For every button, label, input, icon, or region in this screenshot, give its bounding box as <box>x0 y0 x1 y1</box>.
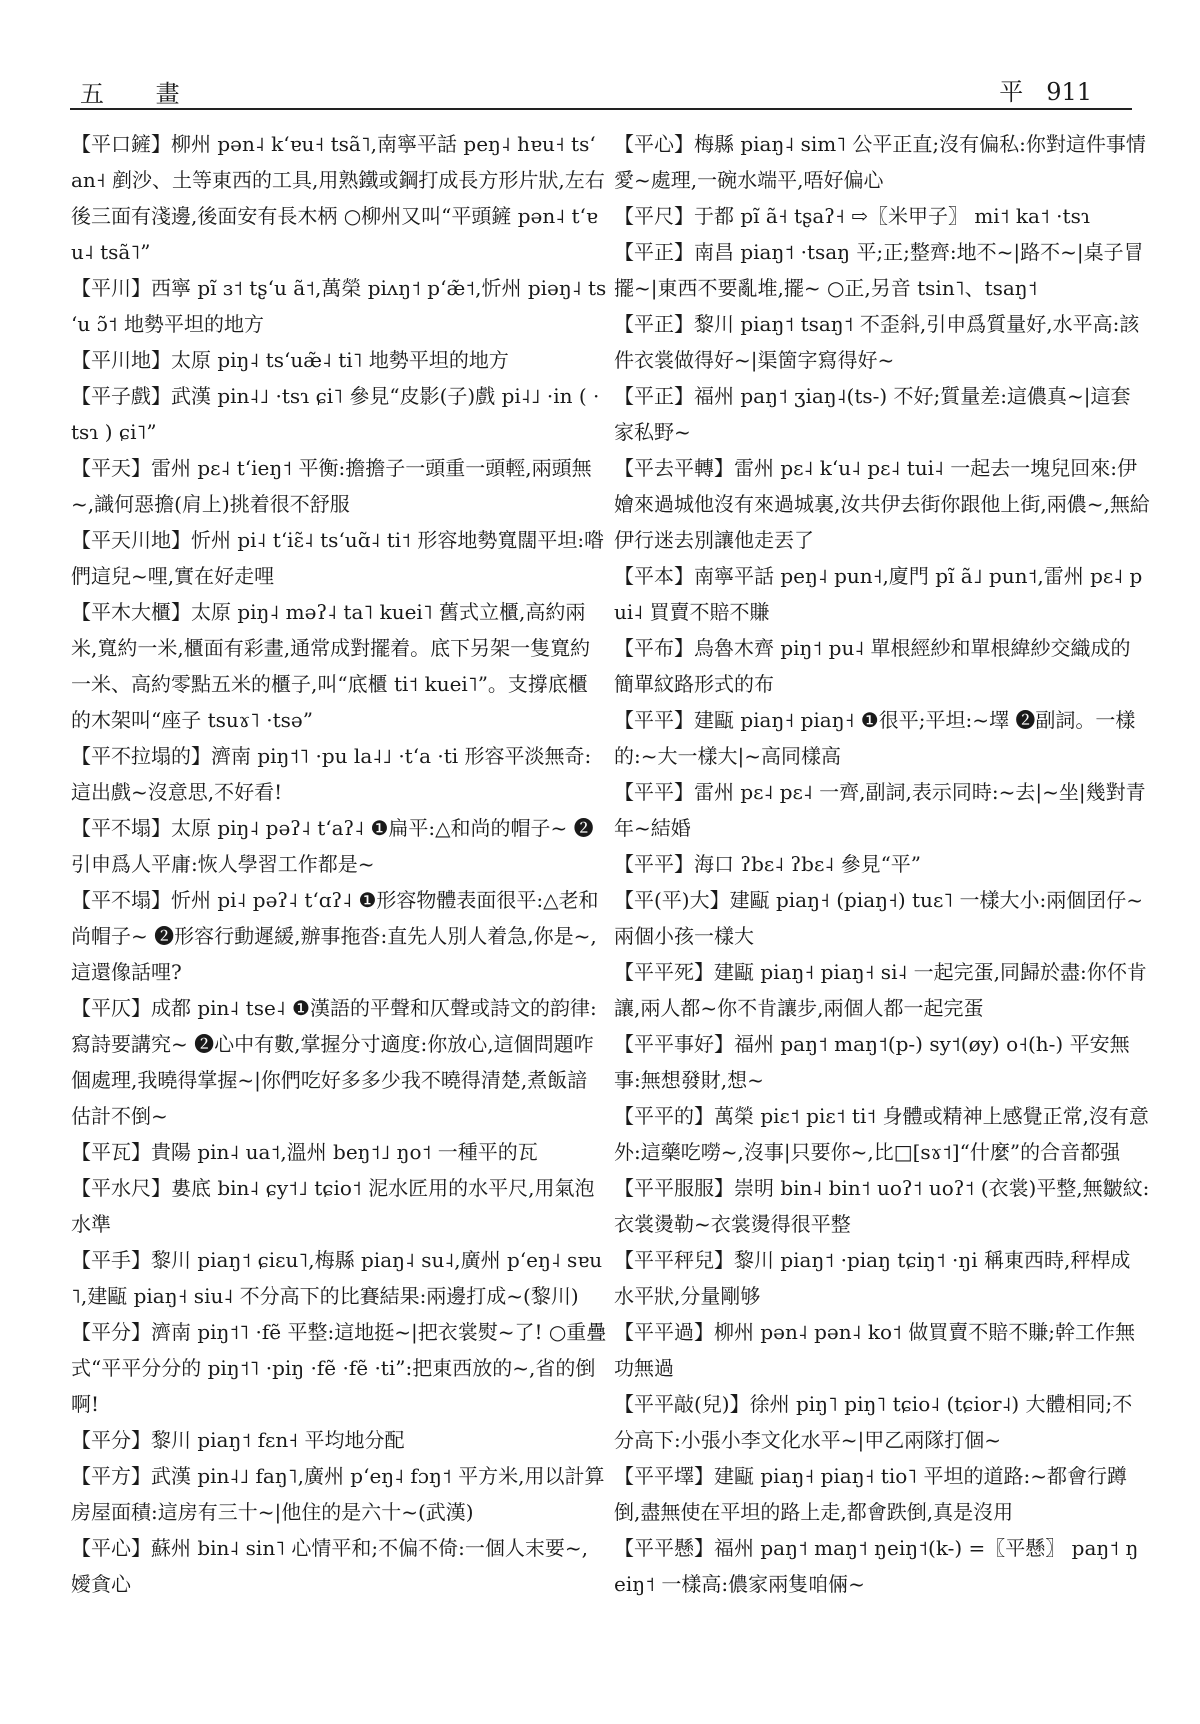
entry-headword: 【平正】 <box>614 384 694 408</box>
entry-headword: 【平川地】 <box>71 348 171 372</box>
entry-body: 忻州 pi˨ tʻiɛ̃˨ tsʻuɑ̃˨ ti˦ 形容地勢寬闊平坦:喒們這兒~哩,實在好走哩 <box>71 528 605 588</box>
entry-headword: 【平分】 <box>71 1320 151 1344</box>
entry-headword: 【平手】 <box>71 1248 151 1272</box>
entry-body: 建甌 piaŋ˧ piaŋ˧ si˨ 一起完蛋,同歸於盡:你伓肯讓,兩人都~你不肯讓步,兩個人都一起完蛋 <box>614 960 1147 1020</box>
right-column <box>614 126 1150 1696</box>
dictionary-entry <box>71 882 607 990</box>
dictionary-entry <box>614 1386 1150 1458</box>
dictionary-entry <box>71 738 607 810</box>
dictionary-entry <box>614 234 1150 306</box>
entry-body: 雷州 pɛ˨ pɛ˨ 一齊,副詞,表示同時:~去|~坐|幾對青年~結婚 <box>614 780 1146 840</box>
entry-headword: 【平平死】 <box>614 960 714 984</box>
entry-headword: 【平不塌】 <box>71 888 171 912</box>
dictionary-entry <box>71 270 607 342</box>
entry-headword: 【平去平轉】 <box>614 456 734 480</box>
dictionary-entry <box>614 702 1150 774</box>
entry-headword: 【平平事好】 <box>614 1032 734 1056</box>
entry-body: 建甌 piaŋ˧ (piaŋ˧) tuɛ˥ 一樣大小:兩個囝仔~兩個小孩一樣大 <box>614 888 1144 948</box>
entry-body: 濟南 piŋ˦˥ ·pu la˨˩ ·tʻa ·ti 形容平淡無奇:這出戲~沒意思,不好看! <box>71 744 592 804</box>
dictionary-entry <box>614 1098 1150 1170</box>
entry-headword: 【平正】 <box>614 312 694 336</box>
entry-headword: 【平川】 <box>71 276 151 300</box>
entry-headword: 【平仄】 <box>71 996 151 1020</box>
entry-body: 婁底 bin˨ ɕy˦˩ tɕio˦ 泥水匠用的水平尺,用氣泡水準 <box>71 1176 595 1236</box>
entry-body: 雷州 pɛ˨ kʻu˨ pɛ˨ tui˨ 一起去一塊兒回來:伊嬒來過城他沒有來過城裏,汝共伊去街你跟他上街,兩儂~,無給伊行迷去別讓他走丟了 <box>614 456 1150 552</box>
entry-headword: 【平天川地】 <box>71 528 191 552</box>
entry-headword: 【平本】 <box>614 564 694 588</box>
dictionary-entry <box>614 954 1150 1026</box>
entry-body: 太原 piŋ˨ pəʔ˨ tʻaʔ˨ ❶扁平:△和尚的帽子~ ❷引申爲人平庸:恢人學習工作都是~ <box>71 816 594 876</box>
dictionary-entry <box>614 1026 1150 1098</box>
entry-body: 黎川 piaŋ˦ ·piaŋ tɕiŋ˦ ·ŋi 稱東西時,秤桿成水平狀,分量剛够 <box>614 1248 1131 1308</box>
entry-body: 南昌 piaŋ˦ ·tsaŋ 平;正;整齊:地不~|路不~|桌子冒擺~|東西不要亂堆,擺~ ○正,另音 tsin˥、tsaŋ˦ <box>614 240 1144 300</box>
dictionary-entry <box>614 774 1150 846</box>
entry-body: 南寧平話 peŋ˨ pun˧,廈門 pĩ ã˩ pun˦,雷州 pɛ˨ pui˨ 買賣不賠不賺 <box>614 564 1143 624</box>
entry-headword: 【平平墿】 <box>614 1464 714 1488</box>
dictionary-entry <box>614 1530 1150 1602</box>
entry-headword: 【平平服服】 <box>614 1176 734 1200</box>
dictionary-entry <box>71 1314 607 1422</box>
entry-headword: 【平方】 <box>71 1464 151 1488</box>
entry-body: 崇明 bin˨ bin˦ uoʔ˦ uoʔ˦ (衣裳)平整,無皺紋:衣裳燙勒~衣裳燙得很平整 <box>614 1176 1150 1236</box>
section-title: 五 畫 <box>80 80 202 108</box>
entry-body: 福州 paŋ˦ maŋ˦(p-) sy˦(øy) o˧(h-) 平安無事:無想發財,想~ <box>614 1032 1130 1092</box>
left-column <box>71 126 607 1696</box>
entry-body: 柳州 pən˨ kʻɐu˧ tsã˥,南寧平話 peŋ˨ hɐu˧ tsʻan˧ 剷沙、土等東西的工具,用熟鐵或鋼打成長方形片狀,左右後三面有淺邊,後面安有長木柄 ○柳州又叫“平頭鏟 pən˨ tʻɐu˨ tsã˥” <box>71 132 605 264</box>
entry-headword: 【平平】 <box>614 708 694 732</box>
entry-body: 福州 paŋ˦ maŋ˦ ŋeiŋ˦(k-) =〖平懸〗 paŋ˦ ŋeiŋ˦ 一樣高:儂家兩隻咱倆~ <box>614 1536 1139 1596</box>
dictionary-entry <box>71 522 607 594</box>
dictionary-entry <box>614 882 1150 954</box>
dictionary-entry <box>71 378 607 450</box>
dictionary-entry <box>71 342 607 378</box>
entry-headword: 【平子戲】 <box>71 384 171 408</box>
entry-body: 建甌 piaŋ˧ piaŋ˧ ❶很平;平坦:~墿 ❷副詞。一樣的:~大一樣大|~高同樣高 <box>614 708 1136 768</box>
dictionary-entry <box>71 1170 607 1242</box>
entry-body: 太原 piŋ˨ tsʻuæ̃˨ ti˥ 地勢平坦的地方 <box>171 348 509 372</box>
page-number: 911 <box>1046 78 1092 106</box>
entry-body: 烏魯木齊 piŋ˦ pu˨ 單根經紗和單根緯紗交織成的簡單紋路形式的布 <box>614 636 1131 696</box>
dictionary-entry <box>71 126 607 270</box>
entry-headword: 【平平秤兒】 <box>614 1248 734 1272</box>
entry-body: 徐州 piŋ˥ piŋ˥ tɕio˨ (tɕior˨) 大體相同;不分高下:小張小李文化水平~|甲乙兩隊打個~ <box>614 1392 1133 1452</box>
dictionary-entry <box>614 846 1150 882</box>
dictionary-entry <box>614 198 1150 234</box>
entry-body: 于都 pĩ ã˧ tʂaʔ˧ ⇨〖米甲子〗 mi˦ ka˦ ·tsɿ <box>694 204 1090 228</box>
entry-headword: 【平正】 <box>614 240 694 264</box>
entry-headword: 【平瓦】 <box>71 1140 151 1164</box>
entry-headword: 【平平懸】 <box>614 1536 714 1560</box>
dictionary-entry <box>614 1314 1150 1386</box>
entry-headword: 【平天】 <box>71 456 151 480</box>
dictionary-entry <box>71 1242 607 1314</box>
entry-headword: 【平平】 <box>614 780 694 804</box>
entry-headword: 【平不塌】 <box>71 816 171 840</box>
entry-headword: 【平分】 <box>71 1428 151 1452</box>
page-heading <box>999 72 1092 107</box>
entry-body: 貴陽 pin˨ ua˦,溫州 beŋ˦˩ ŋo˦ 一種平的瓦 <box>151 1140 538 1164</box>
dictionary-entry <box>71 1530 607 1602</box>
entry-body: 福州 paŋ˦ ʒiaŋ˨(ts-) 不好;質量差:這儂真~|這套家私野~ <box>614 384 1131 444</box>
dictionary-entry <box>71 450 607 522</box>
entry-body: 武漢 pin˨˩ ·tsɿ ɕi˥ 參見“皮影(子)戲 pi˨˩ ·in ( ·tsɿ ) ɕi˥” <box>71 384 600 444</box>
entry-headword: 【平木大櫃】 <box>71 600 191 624</box>
entry-headword: 【平平過】 <box>614 1320 714 1344</box>
entry-body: 成都 pin˨ tse˨ ❶漢語的平聲和仄聲或詩文的韵律:寫詩要講究~ ❷心中有數,掌握分寸適度:你放心,這個問題咋個處理,我曉得掌握~|你們吃好多多少我不曉得清楚,煮飯諳估計不倒~ <box>71 996 597 1128</box>
entry-body: 太原 piŋ˨ məʔ˨ ta˥ kuei˥ 舊式立櫃,高約兩米,寬約一米,櫃面有彩畫,通常成對擺着。底下另架一隻寬約一米、高約零點五米的櫃子,叫“底櫃 ti˦ kuei˥”。支撐底櫃的木架叫“座子 tsuɤ˥ ·tsə” <box>71 600 591 732</box>
entry-body: 黎川 piaŋ˦ tsaŋ˦ 不歪斜,引申爲質量好,水平高:該件衣裳做得好~|渠箇字寫得好~ <box>614 312 1140 372</box>
entry-headword: 【平布】 <box>614 636 694 660</box>
entry-headword: 【平尺】 <box>614 204 694 228</box>
entry-body: 武漢 pin˨˩ faŋ˥,廣州 pʻeŋ˨ fɔŋ˦ 平方米,用以計算房屋面積:這房有三十~|他住的是六十~(武漢) <box>71 1464 605 1524</box>
dictionary-entry <box>614 1458 1150 1530</box>
dictionary-entry <box>71 810 607 882</box>
entry-body: 海口 ʔbɛ˨ ʔbɛ˨ 參見“平” <box>694 852 922 876</box>
entry-body: 黎川 piaŋ˦ fɛn˧ 平均地分配 <box>151 1428 405 1452</box>
dictionary-entry <box>71 990 607 1134</box>
entry-headword: 【平平】 <box>614 852 694 876</box>
entry-headword: 【平心】 <box>71 1536 151 1560</box>
entry-headword: 【平平的】 <box>614 1104 714 1128</box>
entry-body: 萬榮 piɛ˦ piɛ˦ ti˦ 身體或精神上感覺正常,沒有意外:這藥吃嘮~,沒事|只要你~,比□[sɤ˦]“什麼”的合音都强 <box>614 1104 1149 1164</box>
dictionary-entry <box>614 126 1150 198</box>
dictionary-entry <box>614 306 1150 378</box>
entry-body: 蘇州 bin˨ sin˥ 心情平和;不偏不倚:一個人末要~,嬡貪心 <box>71 1536 589 1596</box>
entry-body: 建甌 piaŋ˧ piaŋ˧ tio˥ 平坦的道路:~都會行蹲倒,盡無使在平坦的路上走,都會跌倒,真是沒用 <box>614 1464 1127 1524</box>
entry-body: 西寧 pĩ ɜ˦ tʂʻu ã˦,萬榮 piʌŋ˦ pʻæ̃˦,忻州 piəŋ˨ tsʻu ɔ̃˦ 地勢平坦的地方 <box>71 276 607 336</box>
dictionary-entry <box>71 1134 607 1170</box>
dictionary-entry <box>614 378 1150 450</box>
dictionary-entry <box>614 558 1150 630</box>
entry-body: 雷州 pɛ˨ tʻieŋ˦ 平衡:擔擔子一頭重一頭輕,兩頭無~,識何惡擔(肩上)挑着很不舒服 <box>71 456 592 516</box>
dictionary-entry <box>614 1242 1150 1314</box>
entry-headword: 【平(平)大】 <box>614 888 730 912</box>
entry-body: 梅縣 piaŋ˨ sim˥ 公平正直;沒有偏私:你對這件事情愛~處理,一碗水端平,唔好偏心 <box>614 132 1146 192</box>
page-header <box>70 62 1132 110</box>
dictionary-entry <box>71 594 607 738</box>
entry-headword: 【平平敲(兒)】 <box>614 1392 750 1416</box>
entry-body: 忻州 pi˨ pəʔ˨ tʻɑʔ˨ ❶形容物體表面很平:△老和尚帽子~ ❷形容行動遲緩,辦事拖沓:直先人別人着急,你是~,這還像話哩? <box>71 888 599 984</box>
entry-body: 濟南 piŋ˦˥ ·fẽ 平整:這地挺~|把衣裳熨~了! ○重疊式“平平分分的 piŋ˦˥ ·piŋ ·fẽ ·fẽ ·ti”:把東西放的~,省的倒啊! <box>71 1320 607 1416</box>
entry-body: 黎川 piaŋ˦ ɕiɛu˥,梅縣 piaŋ˨ su˨,廣州 pʻeŋ˨ sɐu˥,建甌 piaŋ˧ siu˨ 不分高下的比賽結果:兩邊打成~(黎川) <box>71 1248 603 1308</box>
entry-headword: 【平不拉塌的】 <box>71 744 211 768</box>
entry-headword: 【平口鏟】 <box>71 132 171 156</box>
dictionary-entry <box>614 450 1150 558</box>
dictionary-entry <box>71 1458 607 1530</box>
head-character: 平 <box>999 78 1024 106</box>
entry-body: 柳州 pən˨ pən˨ ko˦ 做買賣不賠不賺;幹工作無功無過 <box>614 1320 1135 1380</box>
entry-headword: 【平心】 <box>614 132 694 156</box>
entry-headword: 【平水尺】 <box>71 1176 171 1200</box>
dictionary-entry <box>71 1422 607 1458</box>
dictionary-entry <box>614 1170 1150 1242</box>
dictionary-entry <box>614 630 1150 702</box>
